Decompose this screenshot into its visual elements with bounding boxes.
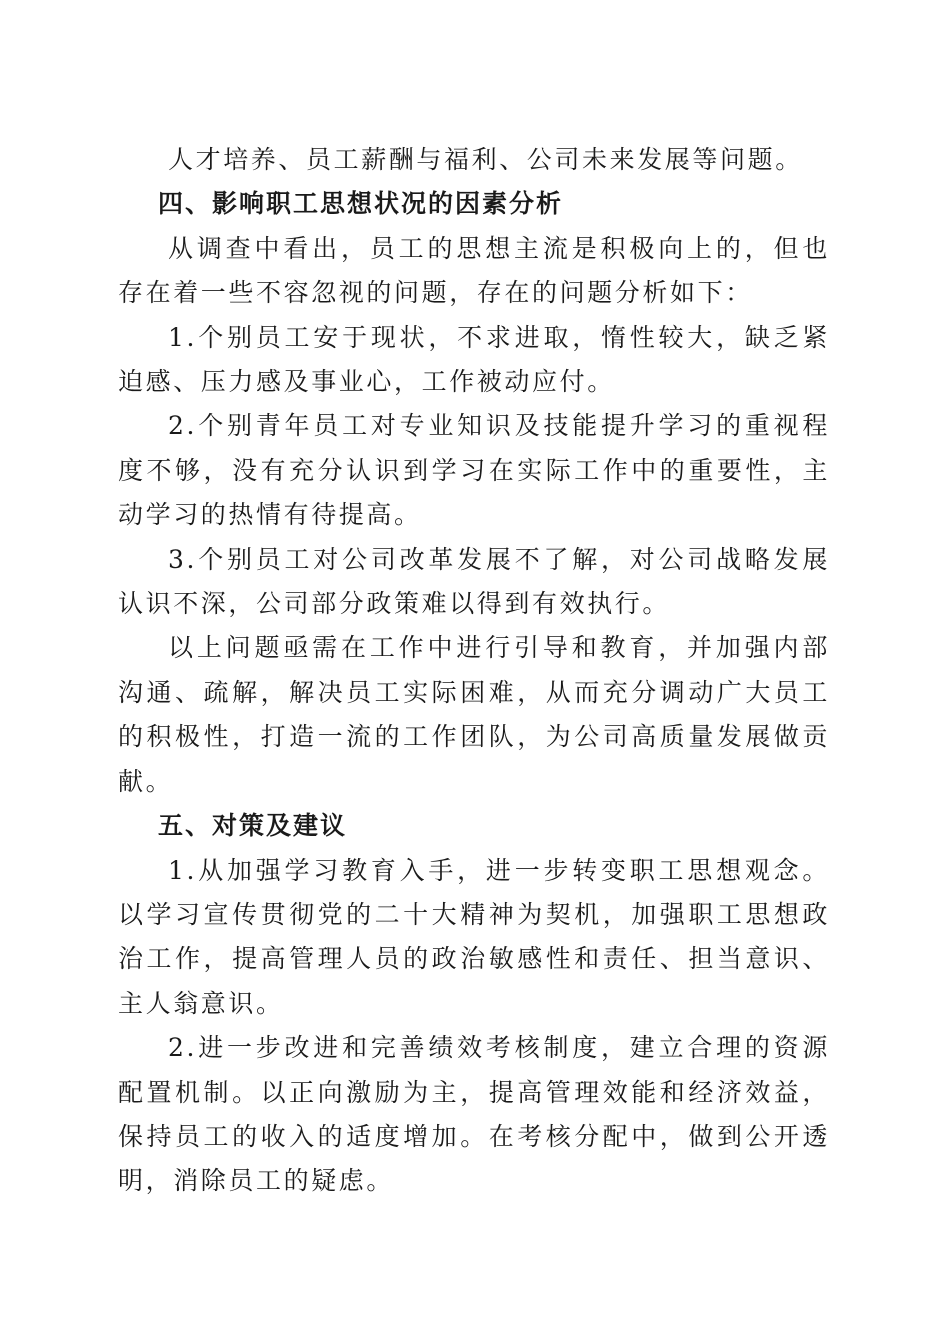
paragraph-item-2: 2.个别青年员工对专业知识及技能提升学习的重视程度不够，没有充分认识到学习在实际工作中的重要性，主动学习的热情有待提高。 bbox=[118, 411, 830, 530]
section-heading-5: 五、对策及建议 bbox=[158, 811, 348, 841]
paragraph-summary: 以上问题亟需在工作中进行引导和教育，并加强内部沟通、疏解，解决员工实际困难，从而充分调动广大员工的积极性，打造一流的工作团队，为公司高质量发展做贡献。 bbox=[118, 633, 830, 796]
paragraph-item-1: 1.个别员工安于现状，不求进取，惰性较大，缺乏紧迫感、压力感及事业心，工作被动应付。 bbox=[118, 322, 830, 397]
paragraph-suggestion-1: 1.从加强学习教育入手，进一步转变职工思想观念。以学习宣传贯彻党的二十大精神为契机，加强职工思想政治工作，提高管理人员的政治敏感性和责任、担当意识、主人翁意识。 bbox=[118, 855, 830, 1018]
paragraph-intro: 从调查中看出，员工的思想主流是积极向上的，但也存在着一些不容忽视的问题，存在的问题分析如下： bbox=[118, 233, 830, 308]
paragraph-item-3: 3.个别员工对公司改革发展不了解，对公司战略发展认识不深，公司部分政策难以得到有效执行。 bbox=[118, 544, 830, 619]
paragraph-continuation: 人才培养、员工薪酬与福利、公司未来发展等问题。 bbox=[168, 145, 803, 174]
document-body bbox=[118, 138, 830, 1204]
paragraph-suggestion-2: 2.进一步改进和完善绩效考核制度，建立合理的资源配置机制。以正向激励为主，提高管理效能和经济效益，保持员工的收入的适度增加。在考核分配中，做到公开透明，消除员工的疑虑。 bbox=[118, 1033, 830, 1196]
section-heading-4: 四、影响职工思想状况的因素分析 bbox=[158, 189, 564, 219]
